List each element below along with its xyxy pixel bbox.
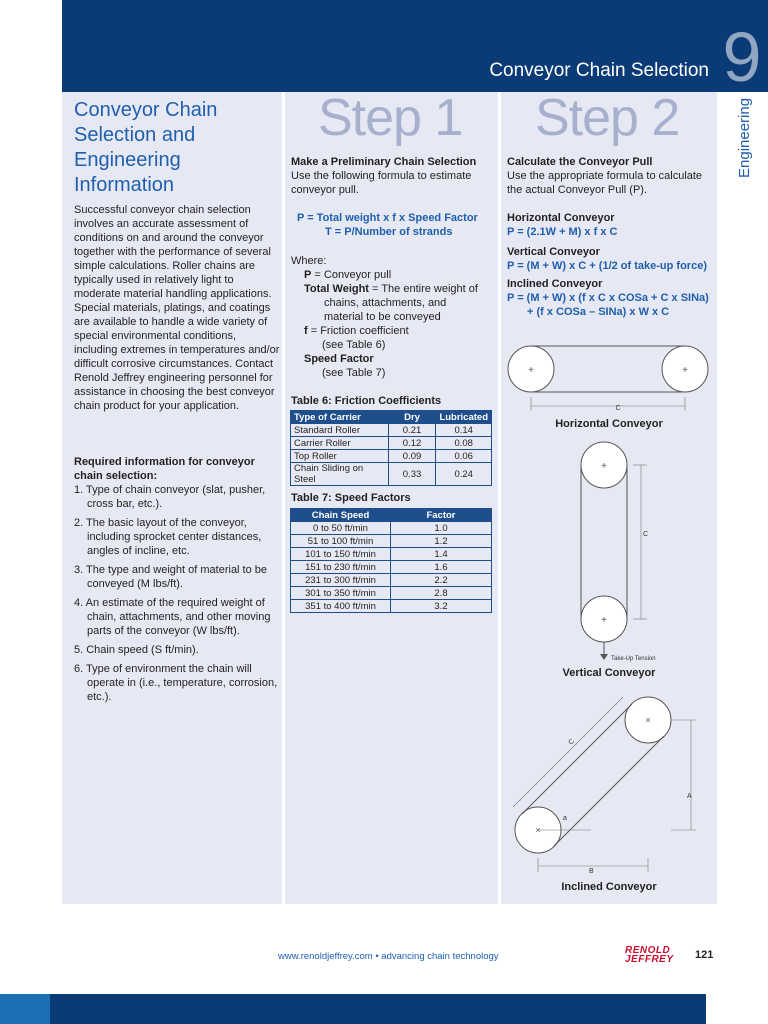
table-cell: 101 to 150 ft/min [291, 548, 391, 561]
vertical-caption: Vertical Conveyor [562, 667, 656, 679]
table-header: Chain Speed [291, 509, 391, 522]
footer-accent [0, 994, 50, 1024]
intro-title: Conveyor Chain Selection and Engineering Information [74, 99, 218, 196]
table-cell: 2.2 [391, 574, 492, 587]
table-cell: 0.33 [388, 463, 436, 486]
dim-c-label: C [615, 405, 621, 412]
table-cell: 1.2 [391, 535, 492, 548]
table-cell: 0.14 [436, 424, 492, 437]
def-tw-key: Total Weight [304, 283, 369, 295]
table-cell: 0 to 50 ft/min [291, 522, 391, 535]
step2-description: Use the appropriate formula to calculate the actual Conveyor Pull (P). [507, 170, 703, 196]
page-title: Conveyor Chain Selection [489, 60, 709, 81]
table-row [291, 522, 492, 535]
formula-pull: P = Total weight x f x Speed Factor [297, 212, 478, 224]
table-header: Type of Carrier [291, 411, 389, 424]
alpha-label: a [563, 815, 567, 822]
table-row [291, 548, 492, 561]
list-item: 6. Type of environment the chain will operate in (i.e., temperature, corrosion, etc.). [74, 663, 278, 703]
horizontal-caption: Horizontal Conveyor [555, 418, 663, 430]
table-cell: 0.09 [388, 450, 436, 463]
vertical-heading: Vertical Conveyor [507, 246, 600, 258]
svg-text:+: + [528, 365, 534, 376]
requirements-list [74, 483, 279, 709]
table-row [291, 574, 492, 587]
section-number: 9 [722, 18, 762, 96]
inclined-caption: Inclined Conveyor [561, 881, 657, 893]
table6-title: Table 6: Friction Coefficients [291, 395, 442, 407]
table-cell: 301 to 350 ft/min [291, 587, 391, 600]
table-cell: 0.24 [436, 463, 492, 486]
dim-c-inclined: C [567, 737, 576, 747]
table-row [291, 535, 492, 548]
intro-paragraph: Successful conveyor chain selection involves an accurate assessment of conditions on and around the conveyor together with the performance of several simple calculations. Roller chains are typically used in relatively light to moderate material handling applications. Special materials, platings, and coatings are available to handle a wide variety of special environmental conditions, including extremes in temperatures and/or difficult corrosive circumstances. Contact Renold Jeffrey engineering personnel for assistance in choosing the best conveyor chain product for your application. [74, 204, 280, 412]
table-row [291, 424, 492, 437]
table-cell: 231 to 300 ft/min [291, 574, 391, 587]
def-f [304, 324, 409, 338]
def-f-text: = Friction coefficient [307, 325, 409, 337]
table-cell: 3.2 [391, 600, 492, 613]
table-cell: 0.08 [436, 437, 492, 450]
horizontal-formula: P = (2.1W + M) x f x C [507, 226, 618, 238]
table7-title: Table 7: Speed Factors [291, 492, 411, 504]
table-row [291, 600, 492, 613]
step2-heading: Calculate the Conveyor Pull [507, 156, 653, 168]
section-side-label: Engineering [736, 97, 753, 178]
table-row [291, 437, 492, 450]
step1-description: Use the following formula to estimate conveyor pull. [291, 170, 472, 196]
table-row [291, 561, 492, 574]
requirements-heading: Required information for conveyor chain selection: [74, 456, 255, 482]
page-number: 121 [695, 949, 714, 961]
svg-text:+: + [601, 461, 607, 472]
inclined-conveyor-diagram [501, 690, 717, 880]
formula-tension: T = P/Number of strands [325, 226, 453, 238]
def-p-text: = Conveyor pull [311, 269, 392, 281]
svg-text:×: × [645, 715, 651, 725]
table-cell: 0.12 [388, 437, 436, 450]
def-f-ref: (see Table 6) [322, 339, 386, 351]
speed-table [290, 508, 492, 613]
table-row [291, 463, 492, 486]
inclined-formula: P = (M + W) x (f x C x COSa + C x SINa) [507, 292, 709, 304]
table-cell: 1.4 [391, 548, 492, 561]
step1-label: Step 1 [318, 89, 463, 147]
table-header: Factor [391, 509, 492, 522]
def-f-key: f [304, 325, 308, 337]
inclined-heading: Inclined Conveyor [507, 278, 603, 290]
table-cell: 0.21 [388, 424, 436, 437]
dim-b-label: B [589, 868, 594, 875]
svg-text:+: + [682, 365, 688, 376]
table-cell: 0.06 [436, 450, 492, 463]
def-p-key: P [304, 269, 312, 281]
step2-label: Step 2 [535, 89, 680, 147]
list-item: 2. The basic layout of the conveyor, including sprocket center distances, angles of incline, etc. [74, 517, 262, 557]
table-cell: Chain Sliding on Steel [291, 463, 389, 486]
table-header: Dry [388, 411, 436, 424]
def-total-weight [304, 282, 484, 324]
table-cell: 1.0 [391, 522, 492, 535]
def-tw-text: = The entire weight of chains, attachments, and material to be conveyed [324, 283, 478, 323]
brand-line2: JEFFREY [625, 954, 674, 965]
vertical-conveyor-diagram [501, 436, 717, 664]
table-cell: 151 to 230 ft/min [291, 561, 391, 574]
brand-logo [625, 946, 674, 964]
table-header: Lubricated [436, 411, 492, 424]
table-cell: 351 to 400 ft/min [291, 600, 391, 613]
dim-a-label: A [687, 793, 692, 800]
table-cell: 51 to 100 ft/min [291, 535, 391, 548]
horizontal-conveyor-diagram [501, 335, 717, 415]
inclined-formula-cont: + (f x COSa – SINa) x W x C [527, 306, 670, 318]
table-cell: Carrier Roller [291, 437, 389, 450]
list-item: 1. Type of chain conveyor (slat, pusher, cross bar, etc.). [74, 484, 266, 510]
list-item: 3. The type and weight of material to be conveyed (M lbs/ft). [74, 564, 268, 590]
def-sf-ref: (see Table 7) [322, 367, 386, 379]
list-item: 5. Chain speed (S ft/min). [74, 644, 199, 656]
vertical-formula: P = (M + W) x C + (1/2 of take-up force) [507, 260, 707, 272]
where-label: Where: [291, 255, 327, 267]
def-speed-factor: Speed Factor [304, 353, 374, 365]
table-cell: 2.8 [391, 587, 492, 600]
step1-heading: Make a Preliminary Chain Selection [291, 156, 477, 168]
footer-bar [0, 994, 706, 1024]
horizontal-heading: Horizontal Conveyor [507, 212, 615, 224]
table-cell: Standard Roller [291, 424, 389, 437]
footer-url[interactable]: www.renoldjeffrey.com • advancing chain technology [278, 951, 499, 962]
table-row [291, 587, 492, 600]
table-row [291, 450, 492, 463]
brand-line1: RENOLD [625, 945, 671, 956]
svg-text:+: + [601, 615, 607, 626]
dim-c-vertical: C [643, 531, 649, 538]
svg-text:×: × [535, 825, 541, 835]
table-cell: 1.6 [391, 561, 492, 574]
table-cell: Top Roller [291, 450, 389, 463]
takeup-label: Take-Up Tension [611, 656, 656, 662]
def-p [304, 268, 391, 282]
header-bar [62, 0, 717, 92]
friction-table [290, 410, 492, 486]
list-item: 4. An estimate of the required weight of chain, attachments, and other moving parts of the conveyor (W lbs/ft). [74, 597, 271, 637]
